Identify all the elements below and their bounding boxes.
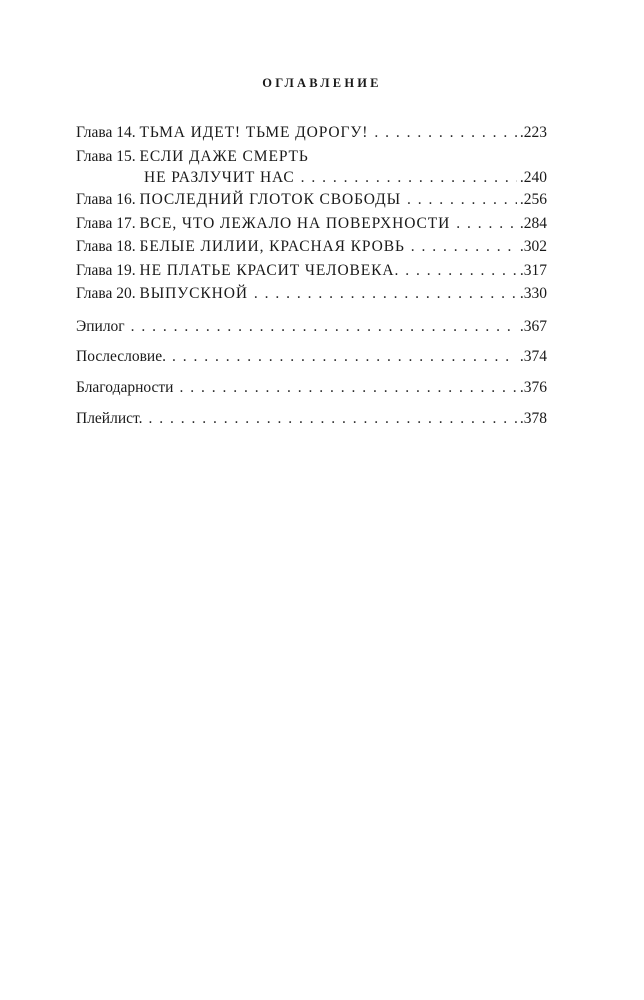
- toc-entry-epilogue[interactable]: [76, 316, 547, 338]
- toc-entry-chapter-15-line-1[interactable]: [76, 146, 547, 168]
- chapter-prefix: Глава 14.: [76, 124, 136, 141]
- toc-entry-chapter-19[interactable]: [76, 260, 547, 282]
- chapter-title: ВСЕ, ЧТО ЛЕЖАЛО НА ПОВЕРХНОСТИ: [139, 215, 451, 232]
- toc-entry-chapter-20[interactable]: [76, 283, 547, 305]
- page-number: .378: [519, 410, 547, 427]
- entry-title: Благодарности: [76, 379, 174, 396]
- entry-title: Послесловие.: [76, 348, 166, 365]
- chapter-title: БЕЛЫЕ ЛИЛИИ, КРАСНАЯ КРОВЬ: [139, 238, 405, 255]
- dot-leader: [254, 283, 517, 305]
- toc-entry-chapter-16[interactable]: [76, 189, 547, 211]
- page-number: .284: [519, 215, 547, 232]
- dot-leader: [131, 316, 517, 338]
- dot-leader: [149, 408, 517, 430]
- dot-leader: [456, 213, 517, 235]
- toc-entry-acknowledgements[interactable]: [76, 377, 547, 399]
- dot-leader: [301, 167, 517, 189]
- page-title: ОГЛАВЛЕНИЕ: [262, 76, 382, 90]
- chapter-prefix: Глава 15.: [76, 148, 136, 165]
- page-number: .374: [519, 348, 547, 365]
- dot-leader: [411, 236, 517, 258]
- dot-leader: [407, 189, 517, 211]
- chapter-prefix: Глава 19.: [76, 262, 136, 279]
- toc-entry-playlist[interactable]: [76, 408, 547, 430]
- chapter-prefix: Глава 20.: [76, 285, 136, 302]
- page-number: .223: [519, 124, 547, 141]
- dot-leader: [179, 377, 516, 399]
- page-number: .302: [519, 238, 547, 255]
- page-number: .317: [519, 262, 547, 279]
- page-number: .367: [519, 318, 547, 335]
- chapter-title-line-2: НЕ РАЗЛУЧИТ НАС: [144, 169, 295, 186]
- dot-leader: [172, 346, 517, 368]
- entry-title: Плейлист.: [76, 410, 143, 427]
- chapter-prefix: Глава 16.: [76, 191, 136, 208]
- dot-leader: [405, 260, 517, 282]
- chapter-title: ВЫПУСКНОЙ: [139, 285, 248, 302]
- dot-leader: [374, 122, 517, 144]
- page-number: .240: [519, 169, 547, 186]
- toc-entry-afterword[interactable]: [76, 346, 547, 368]
- toc-entry-chapter-14[interactable]: [76, 122, 547, 144]
- toc-entry-chapter-15-line-2[interactable]: [76, 167, 547, 189]
- chapter-title-line-1: ЕСЛИ ДАЖЕ СМЕРТЬ: [139, 148, 309, 165]
- chapter-title: ТЬМА ИДЕТ! ТЬМЕ ДОРОГУ!: [139, 124, 369, 141]
- entry-title: Эпилог: [76, 318, 125, 335]
- chapter-prefix: Глава 17.: [76, 215, 136, 232]
- page-number: .330: [519, 285, 547, 302]
- page-number: .256: [519, 191, 547, 208]
- toc-entry-chapter-18[interactable]: [76, 236, 547, 258]
- page-number: .376: [519, 379, 547, 396]
- chapter-title: НЕ ПЛАТЬЕ КРАСИТ ЧЕЛОВЕКА.: [139, 262, 400, 279]
- chapter-title: ПОСЛЕДНИЙ ГЛОТОК СВОБОДЫ: [139, 191, 402, 208]
- toc-entry-chapter-17[interactable]: [76, 213, 547, 235]
- chapter-prefix: Глава 18.: [76, 238, 136, 255]
